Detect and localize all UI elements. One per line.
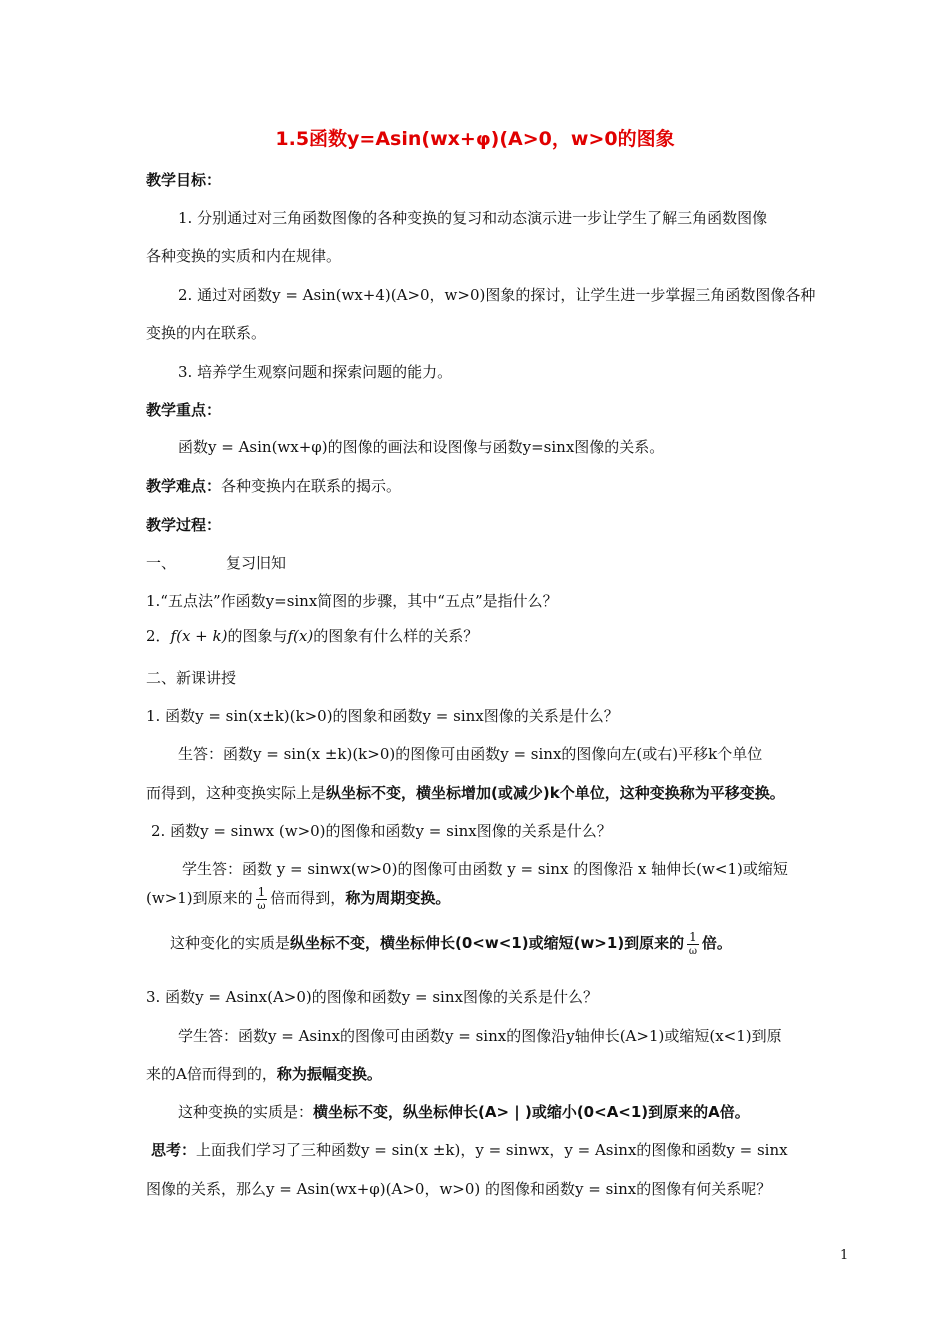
section-1-title: 复习旧知 [226, 554, 287, 572]
objectives-heading: 教学目标： [146, 171, 222, 189]
page-title: 1.5函数y=Asin(wx+φ)(A>0，w>0的图象 [275, 128, 675, 150]
section-1-heading [146, 553, 286, 573]
t3-essence-bold: 横坐标不变，纵坐标伸长(A> | )或缩小(0<A<1)到原来的A倍。 [313, 1103, 750, 1121]
q2-prefix: 2． [146, 627, 171, 645]
key-point-text: 函数y = Asin(wx+φ)的图像的画法和设图像与函数y=sinx图像的关系。 [178, 438, 665, 456]
q2-formula-1: f(x + k) [170, 627, 228, 645]
difficulty-heading: 教学难点： [146, 477, 222, 495]
objective-2-line-2: 变换的内在联系。 [146, 324, 267, 342]
think-text-1: 上面我们学习了三种函数y = sin(x ±k)，y = sinwx，y = Asinx的图像和函数y = sinx [196, 1141, 788, 1159]
t2-answer-pre: (w>1)到原来的 [146, 889, 253, 907]
objective-2-line-1: 2. 通过对函数y = Asin(wx+4)(A>0，w>0)图象的探讨，让学生进一步掌握三角函数图像各种 [178, 286, 816, 304]
t2-essence-bold: 纵坐标不变，横坐标伸长(0<w<1)或缩短(w>1)到原来的 [290, 934, 685, 952]
t1-answer-bold: 纵坐标不变，横坐标增加(或减少)k个单位，这种变换称为平移变换。 [326, 784, 785, 802]
review-question-1: 1.“五点法”作函数y=sinx简图的步骤，其中“五点”是指什么？ [146, 592, 558, 610]
section-2-heading: 二、新课讲授 [146, 669, 237, 687]
fraction-numerator: 1 [689, 929, 697, 944]
difficulty-line [146, 476, 401, 496]
transform-2-question: 2. 函数y = sinwx (w>0)的图像和函数y = sinx图像的关系是什么？ [151, 822, 612, 840]
fraction-one-over-omega-2 [687, 931, 699, 958]
review-question-2 [146, 626, 478, 646]
objective-1-line-2: 各种变换的实质和内在规律。 [146, 247, 342, 265]
think-line-2: 图像的关系，那么y = Asin(wx+φ)(A>0，w>0) 的图像和函数y = sinx的图像有何关系呢？ [146, 1180, 772, 1198]
transform-3-essence [178, 1102, 750, 1122]
t3-answer-plain: 来的A倍而得到的， [146, 1065, 277, 1083]
transform-3-answer-line-2 [146, 1064, 382, 1084]
t2-answer-mid: 倍而得到， [270, 889, 346, 907]
objective-3: 3. 培养学生观察问题和探索问题的能力。 [178, 363, 453, 381]
t1-answer-plain: 而得到，这种变换实际上是 [146, 784, 327, 802]
t2-essence-end: 倍。 [701, 934, 732, 952]
q2-suffix: 的图象有什么样的关系？ [313, 627, 479, 645]
think-label: 思考： [151, 1141, 197, 1159]
fraction-denominator: ω [257, 900, 266, 912]
q2-middle: 的图象与 [227, 627, 288, 645]
difficulty-text: 各种变换内在联系的揭示。 [221, 477, 402, 495]
transform-2-essence [170, 928, 732, 958]
fraction-one-over-omega [256, 886, 268, 913]
transform-1-answer-line-1: 生答：函数y = sin(x ±k)(k>0)的图像可由函数y = sinx的图像向左(或右)平移k个单位 [178, 745, 763, 763]
fraction-denominator: ω [688, 945, 698, 957]
t3-answer-bold: 称为振幅变换。 [276, 1065, 382, 1083]
objective-1-line-1: 1. 分别通过对三角函数图像的各种变换的复习和动态演示进一步让学生了解三角函数图像 [178, 209, 768, 227]
transform-2-answer-line-2 [146, 884, 450, 913]
transform-2-answer-line-1: 学生答：函数 y = sinwx(w>0)的图像可由函数 y = sinx 的图像沿 x 轴伸长(w<1)或缩短 [182, 860, 788, 878]
transform-3-question: 3. 函数y = Asinx(A>0)的图像和函数y = sinx图像的关系是什么？ [146, 988, 598, 1006]
t3-essence-pre: 这种变换的实质是： [178, 1103, 314, 1121]
t2-answer-bold: 称为周期变换。 [345, 889, 451, 907]
fraction-numerator: 1 [257, 884, 266, 899]
process-heading: 教学过程： [146, 516, 222, 534]
t2-essence-pre: 这种变化的实质是 [170, 934, 291, 952]
key-point-heading: 教学重点： [146, 401, 222, 419]
think-line-1 [151, 1140, 788, 1160]
transform-3-answer-line-1: 学生答：函数y = Asinx的图像可由函数y = sinx的图像沿y轴伸长(A>1)或缩短(x<1)到原 [178, 1027, 782, 1045]
page-number: 1 [840, 1248, 849, 1263]
transform-1-question: 1. 函数y = sin(x±k)(k>0)的图象和函数y = sinx图像的关系是什么？ [146, 707, 619, 725]
transform-1-answer-line-2 [146, 783, 785, 803]
section-1-number: 一、 [146, 554, 177, 572]
q2-formula-2: f(x) [287, 627, 314, 645]
